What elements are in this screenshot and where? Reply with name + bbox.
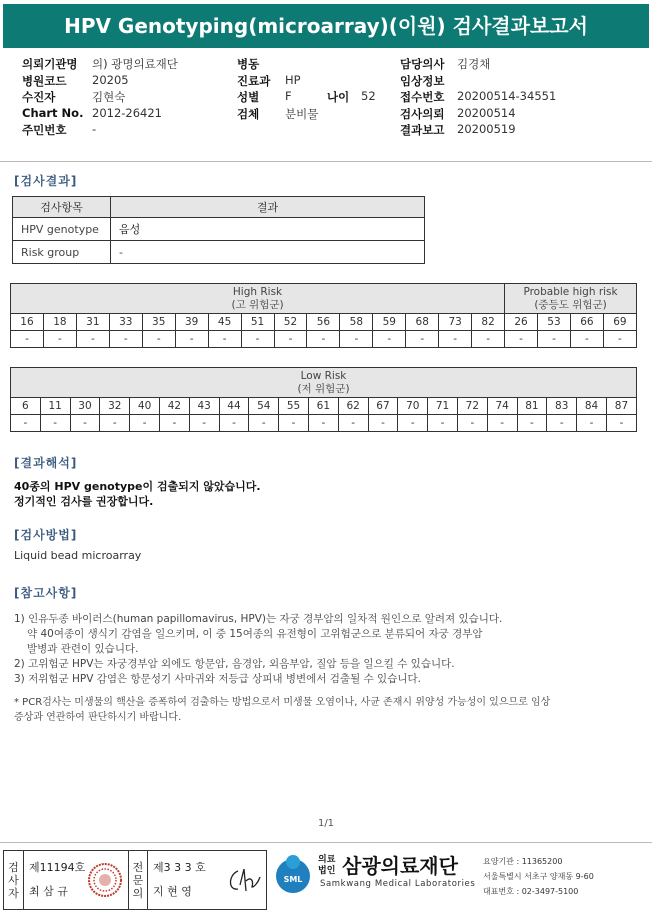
note-2: 2) 고위험군 HPV는 자궁경부암 외에도 항문암, 음경암, 외음부암, 질암 등을 일으킬 수 있습니다. — [14, 658, 455, 670]
genotype-cell: 16 — [11, 314, 44, 331]
genotype-cell: 6 — [11, 398, 41, 415]
genotype-cell: - — [457, 415, 487, 432]
genotype-cell: - — [279, 415, 309, 432]
vertical-char: 사 — [8, 873, 19, 887]
genotype-cell: 39 — [175, 314, 208, 331]
result-header-item: 검사항목 — [13, 197, 111, 218]
genotype-cell: 18 — [43, 314, 76, 331]
genotype-cell: 40 — [130, 398, 160, 415]
value-hospital-code: 20205 — [92, 72, 129, 87]
signature-examiner — [24, 851, 128, 909]
examiner-license: 제11194호 — [29, 861, 86, 874]
genotype-cell: - — [40, 415, 70, 432]
note-1: 1) 인유두종 바이러스(human papillomavirus, HPV)는 자궁 경부암의 일차적 원인으로 알려져 있습니다. — [14, 613, 503, 625]
label-receipt-no: 접수번호 — [400, 90, 445, 104]
genotype-cell: 70 — [398, 398, 428, 415]
org-contact — [483, 854, 594, 899]
genotype-cell: 61 — [308, 398, 338, 415]
result-value: - — [111, 241, 425, 264]
genotype-cell: 83 — [547, 398, 577, 415]
genotype-cell: - — [208, 331, 241, 348]
low-risk-label: Low Risk — [300, 369, 347, 382]
high-risk-header — [11, 284, 505, 314]
genotype-row — [11, 314, 637, 331]
genotype-cell: - — [249, 415, 279, 432]
note-3: 3) 저위험군 HPV 감염은 항문성기 사마귀와 저등급 상피내 병변에서 검출될 수 있습니다. — [14, 673, 421, 685]
genotype-cell: 56 — [307, 314, 340, 331]
genotype-cell: - — [439, 331, 472, 348]
genotype-cell: - — [338, 415, 368, 432]
note-star: * PCR검사는 미생물의 핵산을 증폭하여 검출하는 방법으로서 미생물 오염이나, 사균 존재시 위양성 가능성이 있으므로 임상 — [14, 697, 551, 708]
signature-specialist — [148, 851, 266, 909]
value-receipt-no: 20200514-34551 — [457, 89, 557, 103]
genotype-row — [11, 398, 637, 415]
value-department: HP — [285, 72, 301, 87]
genotype-result-row — [11, 415, 637, 432]
method-text: Liquid bead microarray — [14, 549, 142, 562]
specialist-license: 제3 3 3 호 — [153, 861, 206, 874]
genotype-cell: 67 — [368, 398, 398, 415]
result-item: HPV genotype — [13, 218, 111, 241]
genotype-cell: 69 — [603, 314, 636, 331]
vertical-char: 의 — [132, 886, 144, 900]
genotype-cell: 71 — [428, 398, 458, 415]
footer-divider — [0, 842, 652, 843]
genotype-cell: 51 — [241, 314, 274, 331]
note-1-cont: 약 40여종이 생식기 감염을 일으키며, 이 중 15여종의 유전형이 고위험군으로 분류되어 자궁 경부암 — [27, 628, 483, 640]
genotype-cell: 62 — [338, 398, 368, 415]
genotype-cell: - — [274, 331, 307, 348]
label-ward: 병동 — [237, 57, 260, 71]
label-sex: 성별 — [237, 90, 260, 104]
result-header-value: 결과 — [111, 197, 425, 218]
genotype-cell: - — [406, 331, 439, 348]
vertical-char: 자 — [8, 886, 19, 900]
probable-high-risk-sublabel: (중등도 위험군) — [534, 298, 607, 311]
signature-label-examiner — [4, 851, 24, 909]
genotype-cell: - — [505, 331, 538, 348]
genotype-cell: 53 — [538, 314, 571, 331]
label-specimen: 검체 — [237, 106, 260, 121]
page-number: 1/1 — [317, 818, 335, 829]
genotype-cell: - — [159, 415, 189, 432]
genotype-cell: 26 — [505, 314, 538, 331]
value-report-date: 20200519 — [457, 122, 516, 136]
vertical-char: 검 — [8, 860, 19, 874]
genotype-cell: - — [70, 415, 100, 432]
genotype-cell: - — [538, 331, 571, 348]
vertical-char: 전 — [132, 860, 144, 874]
genotype-cell: - — [76, 331, 109, 348]
genotype-cell: 58 — [340, 314, 373, 331]
label-request-date: 검사의뢰 — [400, 106, 445, 121]
genotype-cell: 52 — [274, 314, 307, 331]
genotype-cell: 54 — [249, 398, 279, 415]
genotype-cell: 30 — [70, 398, 100, 415]
label-patient: 수진자 — [22, 90, 56, 104]
genotype-cell: - — [606, 415, 636, 432]
section-interpretation-title: [결과해석] — [14, 456, 78, 470]
label-report-date: 결과보고 — [400, 123, 445, 137]
genotype-cell: - — [428, 415, 458, 432]
genotype-cell: 32 — [100, 398, 130, 415]
label-chart-no: Chart No. — [22, 105, 84, 120]
genotype-cell: - — [175, 331, 208, 348]
genotype-cell: - — [11, 331, 44, 348]
genotype-cell: - — [472, 331, 505, 348]
value-chart-no: 2012-26421 — [92, 105, 162, 120]
genotype-cell: 33 — [109, 314, 142, 331]
genotype-cell: - — [340, 331, 373, 348]
specialist-name: 지 현 영 — [153, 885, 192, 898]
genotype-cell: - — [570, 331, 603, 348]
result-value: 음성 — [111, 218, 425, 241]
table-row — [13, 241, 425, 264]
genotype-cell: 31 — [76, 314, 109, 331]
high-risk-sublabel: (고 위험군) — [231, 298, 284, 311]
examiner-name: 최 삼 규 — [29, 885, 68, 898]
org-badge-top: 의료 — [318, 855, 336, 865]
org-badge-bottom: 법인 — [318, 866, 336, 876]
label-department: 진료과 — [237, 73, 271, 88]
org-badge — [318, 855, 335, 877]
genotype-cell: 43 — [189, 398, 219, 415]
genotype-cell: - — [100, 415, 130, 432]
genotype-cell: - — [368, 415, 398, 432]
value-institution: 의) 광명의료재단 — [92, 57, 178, 71]
value-request-date: 20200514 — [457, 105, 516, 120]
interpretation-line-2: 정기적인 검사를 권장합니다. — [14, 495, 154, 508]
result-table — [12, 196, 425, 264]
genotype-cell: 68 — [406, 314, 439, 331]
probable-high-risk-header — [505, 284, 637, 314]
genotype-cell: - — [219, 415, 249, 432]
report-title: HPV Genotyping(microarray)(이원) 검사결과보고서 — [3, 4, 649, 48]
genotype-cell: 74 — [487, 398, 517, 415]
signature-box — [3, 850, 267, 910]
genotype-cell: - — [189, 415, 219, 432]
sml-logo-icon — [271, 852, 315, 896]
label-clinical-info: 임상정보 — [400, 73, 445, 88]
genotype-cell: 35 — [142, 314, 175, 331]
low-risk-header — [11, 368, 637, 398]
notes-block — [14, 612, 634, 725]
genotype-cell: 42 — [159, 398, 189, 415]
genotype-cell: 82 — [472, 314, 505, 331]
interpretation-text — [14, 479, 261, 509]
value-specimen: 분비물 — [285, 106, 319, 121]
value-id-no: - — [92, 122, 97, 136]
note-1-cont2: 발병과 관련이 있습니다. — [27, 643, 139, 655]
value-doctor: 김경채 — [457, 57, 491, 71]
genotype-result-row — [11, 331, 637, 348]
value-sex: F — [285, 89, 292, 103]
patient-info-col1 — [22, 56, 178, 139]
genotype-cell: 81 — [517, 398, 547, 415]
signature-label-specialist — [128, 851, 148, 909]
seal-stamp-icon — [86, 861, 124, 899]
genotype-cell: - — [109, 331, 142, 348]
low-risk-table — [10, 367, 637, 432]
org-address: 서울특별시 서초구 양재동 9-60 — [483, 872, 594, 881]
genotype-cell: 87 — [606, 398, 636, 415]
divider — [0, 161, 652, 162]
handwritten-signature-icon — [224, 865, 264, 897]
genotype-cell: - — [308, 415, 338, 432]
label-age: 나이 — [327, 90, 350, 104]
genotype-cell: - — [547, 415, 577, 432]
value-patient: 김현숙 — [92, 90, 126, 104]
genotype-cell: - — [43, 331, 76, 348]
genotype-cell: - — [398, 415, 428, 432]
note-star-cont: 증상과 연관하여 판단하시기 바랍니다. — [14, 712, 182, 723]
label-doctor: 담당의사 — [400, 57, 445, 71]
genotype-cell: 55 — [279, 398, 309, 415]
genotype-cell: - — [307, 331, 340, 348]
genotype-cell: 73 — [439, 314, 472, 331]
logo-text: SML — [283, 875, 303, 884]
section-notes-title: [참고사항] — [14, 586, 78, 600]
section-result-title: [검사결과] — [14, 174, 78, 188]
org-english-name: Samkwang Medical Laboratories — [320, 879, 476, 889]
genotype-cell: - — [373, 331, 406, 348]
genotype-cell: 66 — [570, 314, 603, 331]
genotype-cell: - — [487, 415, 517, 432]
genotype-cell: - — [130, 415, 160, 432]
genotype-cell: 45 — [208, 314, 241, 331]
result-item: Risk group — [13, 241, 111, 264]
genotype-cell: 59 — [373, 314, 406, 331]
low-risk-sublabel: (저 위험군) — [297, 382, 350, 395]
section-method-title: [검사방법] — [14, 528, 78, 542]
org-code: 요양기관 : 11365200 — [483, 857, 563, 866]
genotype-cell: 72 — [457, 398, 487, 415]
value-age: 52 — [361, 89, 376, 103]
genotype-cell: - — [142, 331, 175, 348]
label-institution: 의뢰기관명 — [22, 57, 78, 71]
genotype-cell: 11 — [40, 398, 70, 415]
vertical-char: 문 — [132, 873, 144, 887]
org-name: 삼광의료재단 — [342, 854, 458, 878]
probable-high-risk-label: Probable high risk — [523, 285, 618, 298]
genotype-cell: 44 — [219, 398, 249, 415]
genotype-cell: - — [11, 415, 41, 432]
patient-info-col3 — [400, 56, 556, 139]
high-risk-label: High Risk — [232, 285, 283, 298]
genotype-cell: 84 — [577, 398, 607, 415]
label-id-no: 주민번호 — [22, 123, 67, 137]
org-tel: 대표번호 : 02-3497-5100 — [483, 887, 579, 896]
genotype-cell: - — [517, 415, 547, 432]
patient-info-col2 — [237, 56, 376, 122]
label-hospital-code: 병원코드 — [22, 73, 67, 88]
genotype-cell: - — [603, 331, 636, 348]
table-row — [13, 218, 425, 241]
interpretation-line-1: 40종의 HPV genotype이 검출되지 않았습니다. — [14, 480, 261, 493]
high-risk-table — [10, 283, 637, 348]
genotype-cell: - — [241, 331, 274, 348]
genotype-cell: - — [577, 415, 607, 432]
